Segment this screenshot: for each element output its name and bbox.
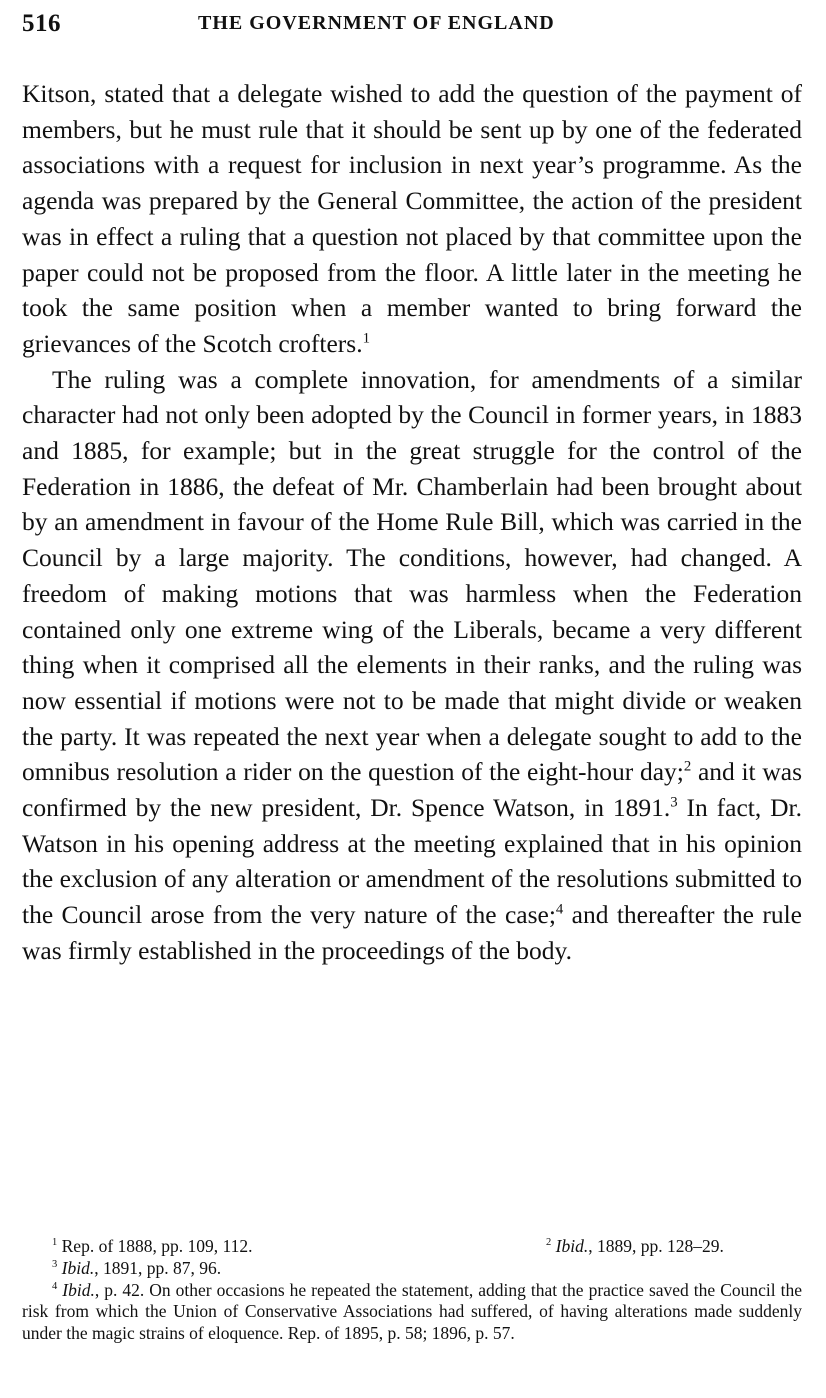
footnote-ref-3: 3 xyxy=(670,794,678,811)
paragraph-2-text-b: and it was confirmed by the new president, Dr. Spence Watson, in 1891. xyxy=(22,757,802,823)
page-number: 516 xyxy=(22,10,61,37)
footnote-2 xyxy=(546,1236,724,1258)
footnote-2-ibid: Ibid. xyxy=(555,1236,589,1256)
footnote-4-mark: 4 xyxy=(52,1280,58,1292)
footnote-2-mark: 2 xyxy=(546,1237,552,1249)
footnotes xyxy=(22,1236,802,1344)
footnote-3 xyxy=(22,1258,802,1280)
footnote-4 xyxy=(22,1280,802,1345)
paragraph-1-text: Kitson, stated that a delegate wished to add the question of the payment of members, but he must rule that it should be sent up by one of the federated associations with a request for inclusion in next year’s programme. As the agenda was prepared by the General Committee, the action of the president was in effect a ruling that a question not placed by that committee upon the paper could not be proposed from the floor. A little later in the meeting he took the same position when a member wanted to bring forward the grievances of the Scotch crofters. xyxy=(22,79,802,358)
footnote-3-text: , 1891, pp. 87, 96. xyxy=(94,1258,222,1278)
footnote-ref-2: 2 xyxy=(683,758,692,775)
footnote-3-mark: 3 xyxy=(52,1259,58,1271)
body-text xyxy=(22,76,802,969)
footnote-4-ibid: Ibid. xyxy=(62,1279,95,1300)
footnote-3-ibid: Ibid. xyxy=(61,1258,95,1278)
footnote-1-mark: 1 xyxy=(52,1237,58,1249)
paragraph-2-text-c: In fact, Dr. Watson in his opening address at the meeting explained that in his opinion the exclusion of any alteration or amendment of the resolutions submitted to the Council arose from the very nature of the case; xyxy=(22,793,802,930)
paragraph-2-text-a: The ruling was a complete innovation, for amendments of a similar character had not only been adopted by the Council in former years, in 1883 and 1885, for example; but in the great struggle for the control of the Federation in 1886, the defeat of Mr. Chamberlain had been brought about by an amendment in favour of the Home Rule Bill, which was carried in the Council by a large majority. The conditions, however, had changed. A freedom of making motions that was harmless when the Federation contained only one extreme wing of the Liberals, became a very different thing when it comprised all the elements in their ranks, and the ruling was now essential if motions were not to be made that might divide or weaken the party. It was repeated the next year when a delegate sought to add to the omnibus resolution a rider on the question of the eight-hour day; xyxy=(22,364,802,787)
paragraph-1 xyxy=(22,76,802,362)
footnote-2-text: , 1889, pp. 128–29. xyxy=(588,1236,724,1256)
page-header xyxy=(22,10,802,40)
running-title: THE GOVERNMENT OF ENGLAND xyxy=(198,12,555,34)
footnote-ref-4: 4 xyxy=(555,901,564,918)
paragraph-2 xyxy=(22,362,802,969)
footnote-1-text: Rep. of 1888, pp. 109, 112. xyxy=(61,1236,253,1256)
footnote-ref-1: 1 xyxy=(362,330,370,347)
footnote-row-1-2 xyxy=(22,1236,802,1258)
paragraph-2-text-d: and thereafter the rule was firmly established in the proceedings of the body. xyxy=(22,900,802,965)
footnote-1 xyxy=(52,1236,253,1258)
footnote-4-text: , p. 42. On other occasions he repeated the statement, adding that the practice saved the Council the risk from which the Union of Conservative Associations had suffered, of having alterations made suddenly under the magic strains of eloquence. Rep. of 1895, p. 58; 1896, p. 57. xyxy=(22,1279,802,1343)
